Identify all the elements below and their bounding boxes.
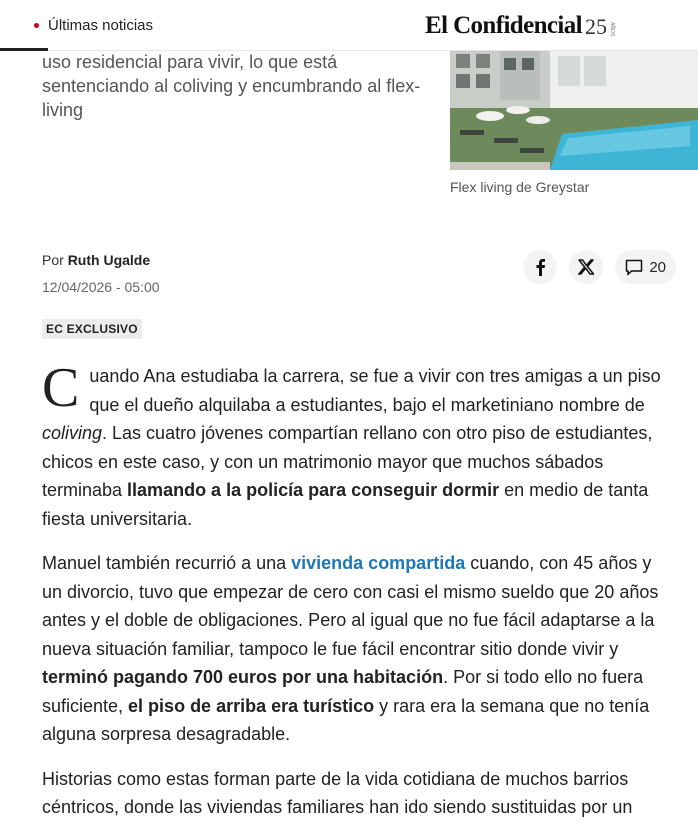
- image-caption: Flex living de Greystar: [450, 179, 590, 195]
- live-dot-icon: [34, 23, 39, 28]
- p2-text-3: . Por si todo ello no fuera suficiente,: [42, 667, 644, 716]
- p1-bold: llamando a la policía para conseguir dormir: [127, 480, 500, 500]
- paragraph-1: [42, 357, 667, 533]
- top-bar: [0, 0, 698, 51]
- byline: [42, 252, 150, 268]
- publish-date: 12/04/2026 - 05:00: [42, 279, 160, 295]
- x-icon: [577, 258, 595, 276]
- share-facebook-button[interactable]: [523, 250, 557, 284]
- facebook-icon: [534, 258, 546, 276]
- article-image[interactable]: [450, 50, 698, 170]
- logo-name: El Confidencial: [425, 12, 582, 39]
- paragraph-2: [42, 549, 667, 749]
- drop-cap: C: [42, 357, 80, 419]
- p2-text-2: cuando, con 45 años y un divorcio, tuvo que empezar de cero con casi el mismo sueldo que 20 años antes y el doble de obligaciones. Pero al igual que no fue fácil adaptarse a la nueva situación familiar, tampoco le fue fácil encontrar sitio donde vivir y: [42, 553, 659, 659]
- paragraph-3: [42, 765, 667, 822]
- author-link[interactable]: Ruth Ugalde: [67, 252, 151, 268]
- p2-text-4: y rara era la semana que no tenía alguna sorpresa desagradable.: [42, 695, 650, 744]
- comment-icon: [625, 259, 643, 276]
- section-tag[interactable]: EC EXCLUSIVO: [42, 319, 142, 339]
- p3-text-1: Historias como estas forman parte de la vida cotidiana de muchos barrios céntricos, donde las viviendas familiares han ido siendo sustituidas por un: [42, 768, 633, 817]
- vivienda-compartida-link[interactable]: vivienda compartida: [291, 553, 466, 573]
- site-logo[interactable]: [425, 12, 614, 40]
- article-body: [42, 357, 667, 838]
- breaking-news-label: Últimas noticias: [48, 17, 154, 34]
- logo-anniversary-text: AÑOS: [609, 21, 615, 36]
- comments-count: 20: [649, 258, 666, 276]
- flex-living-photo: [450, 50, 698, 170]
- p1-text-1: uando Ana estudiaba la carrera, se fue a vivir con tres amigas a un piso que el dueño alquilaba a estudiantes, bajo el marketiniano nombre de: [89, 366, 661, 415]
- share-x-button[interactable]: [569, 250, 603, 284]
- p1-text-2: . Las cuatro jóvenes compartían rellano con otro piso de estudiantes, chicos en este caso, y con un matrimonio mayor que muchos sábados terminaba: [42, 423, 653, 500]
- p1-text-3: en medio de tanta fiesta universitaria.: [42, 480, 649, 529]
- comments-button[interactable]: [615, 250, 676, 284]
- byline-prefix: Por: [42, 252, 64, 268]
- logo-anniversary: 25: [585, 14, 607, 39]
- header-accent: [0, 48, 48, 51]
- article-lead: uso residencial para vivir, lo que está sentenciando al coliving y encumbrando al flex-living: [42, 52, 421, 120]
- breaking-news-link[interactable]: [34, 17, 153, 34]
- p2-text-1: Manuel también recurrió a una: [42, 553, 292, 573]
- p2-bold-2: el piso de arriba era turístico: [128, 695, 375, 716]
- share-bar: [511, 250, 676, 284]
- p2-bold-1: terminó pagando 700 euros por una habitación: [42, 667, 444, 687]
- p1-emphasis: coliving: [42, 423, 103, 443]
